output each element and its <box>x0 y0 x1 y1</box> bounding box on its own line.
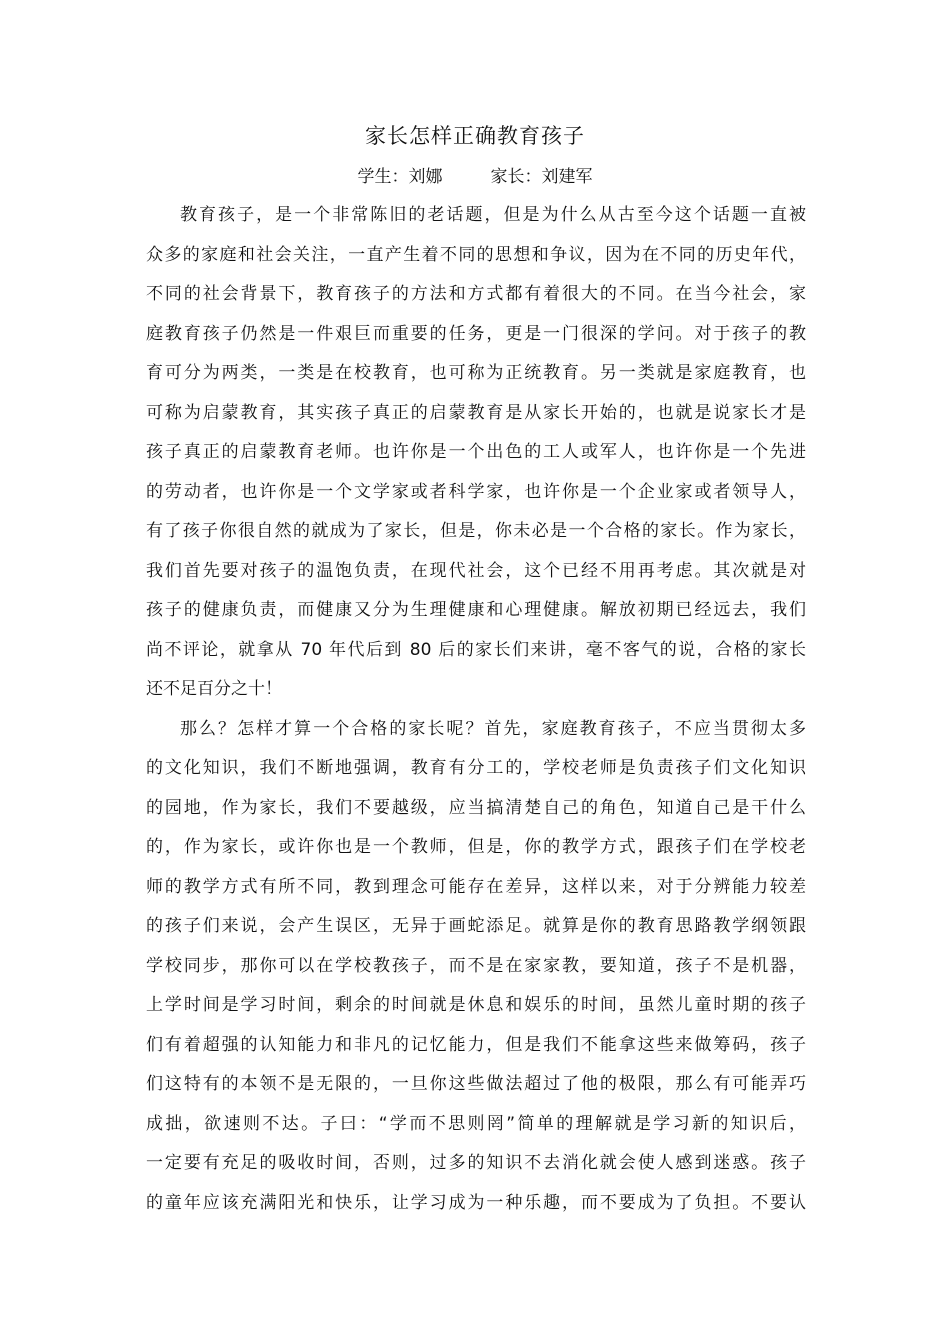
text-line: 的劳动者，也许你是一个文学家或者科学家，也许你是一个企业家或者领导人， <box>146 481 806 502</box>
text-line: 尚不评论，就拿从 70 年代后到 80 后的家长们来讲，毫不客气的说，合格的家长 <box>146 639 806 660</box>
text-line: 们有着超强的认知能力和非凡的记忆能力，但是我们不能拿这些来做筹码，孩子 <box>146 1034 806 1055</box>
text-line: 不同的社会背景下，教育孩子的方法和方式都有着很大的不同。在当今社会，家 <box>146 284 806 304</box>
text-line: 的孩子们来说，会产生误区，无异于画蛇添足。就算是你的教育思路教学纲领跟 <box>146 916 806 936</box>
text-line: 孩子的健康负责，而健康又分为生理健康和心理健康。解放初期已经远去，我们 <box>146 600 806 620</box>
text-line: 那么？怎样才算一个合格的家长呢？首先，家庭教育孩子，不应当贯彻太多 <box>180 718 806 739</box>
student-name: 学生：刘娜 <box>357 167 443 187</box>
paragraph <box>146 710 806 1224</box>
text-line: 的童年应该充满阳光和快乐，让学习成为一种乐趣，而不要成为了负担。不要认 <box>146 1192 806 1213</box>
text-line: 们这特有的本领不是无限的，一旦你这些做法超过了他的极限，那么有可能弄巧 <box>146 1074 806 1094</box>
paragraph <box>146 196 806 710</box>
parent-name: 家长：刘建军 <box>490 167 593 187</box>
text-line: 教育孩子，是一个非常陈旧的老话题，但是为什么从古至今这个话题一直被 <box>180 205 806 225</box>
text-line: 一定要有充足的吸收时间，否则，过多的知识不去消化就会使人感到迷惑。孩子 <box>146 1153 806 1173</box>
text-line: 可称为启蒙教育，其实孩子真正的启蒙教育是从家长开始的，也就是说家长才是 <box>146 402 806 423</box>
page-title: 家长怎样正确教育孩子 <box>365 124 585 148</box>
text-line: 上学时间是学习时间，剩余的时间就是休息和娱乐的时间，虽然儿童时期的孩子 <box>146 995 806 1015</box>
byline <box>0 162 950 187</box>
text-line: 学校同步，那你可以在学校教孩子，而不是在家家教，要知道，孩子不是机器， <box>146 955 806 976</box>
text-line: 的园地，作为家长，我们不要越级，应当搞清楚自己的角色，知道自己是干什么 <box>146 797 806 818</box>
text-line: 有了孩子你很自然的就成为了家长，但是，你未必是一个合格的家长。作为家长， <box>146 521 806 541</box>
text-line: 成拙，欲速则不达。子曰：“学而不思则罔”简单的理解就是学习新的知识后， <box>146 1113 806 1134</box>
text-line: 庭教育孩子仍然是一件艰巨而重要的任务，更是一门很深的学问。对于孩子的教 <box>146 323 806 344</box>
text-line: 的，作为家长，或许你也是一个教师，但是，你的教学方式，跟孩子们在学校老 <box>146 837 806 857</box>
text-line: 育可分为两类，一类是在校教育，也可称为正统教育。另一类就是家庭教育，也 <box>146 363 806 383</box>
text-line: 我们首先要对孩子的温饱负责，在现代社会，这个已经不用再考虑。其次就是对 <box>146 560 806 581</box>
text-line: 众多的家庭和社会关注，一直产生着不同的思想和争议，因为在不同的历史年代， <box>146 244 806 265</box>
text-line: 师的教学方式有所不同，教到理念可能存在差异，这样以来，对于分辨能力较差 <box>146 876 806 897</box>
text-line: 的文化知识，我们不断地强调，教育有分工的，学校老师是负责孩子们文化知识 <box>146 758 806 778</box>
text-line: 还不足百分之十！ <box>146 679 282 699</box>
text-line: 孩子真正的启蒙教育老师。也许你是一个出色的工人或军人，也许你是一个先进 <box>146 442 806 462</box>
body-text <box>146 196 806 1223</box>
